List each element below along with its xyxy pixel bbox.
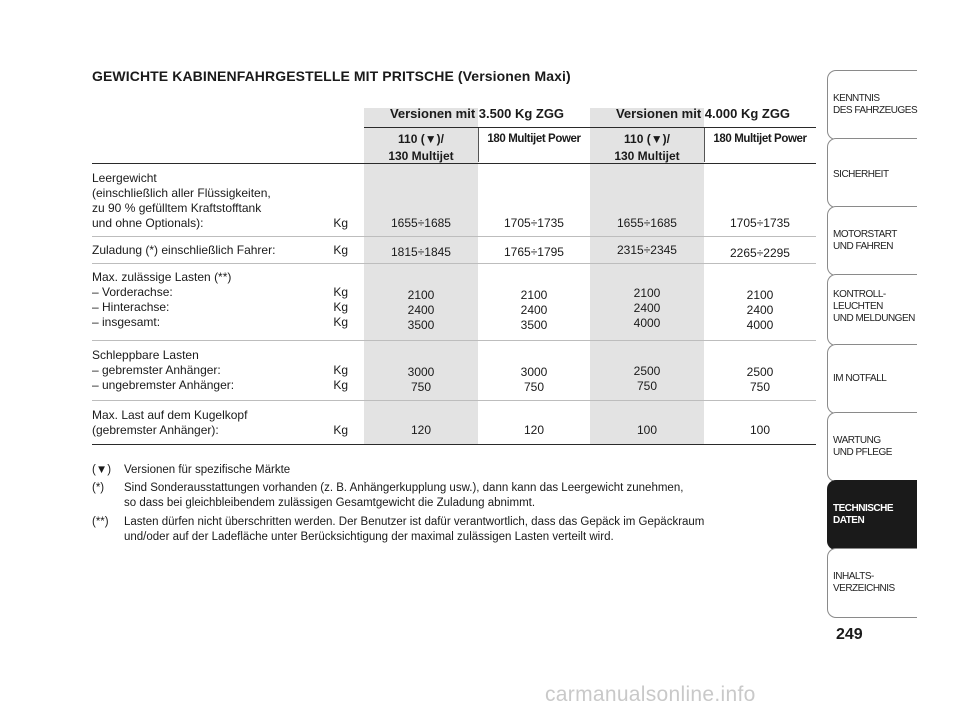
cell-value: 2100 2400 4000 <box>633 286 661 330</box>
page-title: GEWICHTE KABINENFAHRGESTELLE MIT PRITSCHE (Versionen Maxi) <box>92 68 571 84</box>
sidebar-tab-kenntnis[interactable]: KENNTNIS DES FAHRZEUGES <box>827 70 917 140</box>
column-header: 110 (▼)/ 130 Multijet <box>614 132 680 163</box>
column-divider <box>478 128 479 162</box>
cell-value: 2100 2400 4000 <box>746 288 774 332</box>
row-divider <box>92 340 816 341</box>
table-bottom-rule <box>92 444 816 445</box>
cell-value: 1815÷1845 <box>391 245 451 259</box>
cell-value: 2100 2400 3500 <box>520 288 548 332</box>
footnote-mark: (▼) <box>92 464 112 476</box>
header-rule <box>92 163 816 164</box>
cell-value: 1655÷1685 <box>617 216 677 230</box>
cell-value: 120 <box>410 423 432 437</box>
sidebar-tab-inhaltsverzeichnis[interactable]: INHALTS- VERZEICHNIS <box>827 548 917 618</box>
column-header: 110 (▼)/ 130 Multijet <box>388 132 454 163</box>
cell-value: 1655÷1685 <box>391 216 451 230</box>
row-unit: Kg <box>333 216 348 230</box>
footnote-mark: (**) <box>92 516 109 528</box>
row-divider <box>92 236 816 237</box>
sidebar-tab-wartung[interactable]: WARTUNG UND PFLEGE <box>827 412 917 482</box>
footnote-text: Sind Sonderausstattungen vorhanden (z. B. Anhängerkupplung usw.), dann kann das Leergewicht zunehmen, so dass bei gleichbleibendem zulässigen Gesamtgewicht die Zuladung abnimmt. <box>124 482 684 509</box>
footnote-text: Lasten dürfen nicht überschritten werden. Der Benutzer ist dafür verantwortlich, dass das Gepäck im Gepäckraum und/oder auf der Ladefläche unter Berücksichtigung der maximal zulässigen Lasten verteilt wird. <box>124 516 705 543</box>
row-label: Leergewicht (einschließlich aller Flüssigkeiten, zu 90 % gefülltem Kraftstofftank und ohne Optionals): <box>92 171 271 230</box>
row-unit: Kg <box>333 423 348 437</box>
cell-value: 1705÷1735 <box>730 216 790 230</box>
cell-value: 120 <box>523 423 545 437</box>
row-label: Max. zulässige Lasten (**) – Vorderachse: – Hinterachse: – insgesamt: <box>92 270 232 329</box>
column-header: 180 Multijet Power <box>713 133 807 145</box>
cell-value: 3000 750 <box>520 365 548 394</box>
cell-value: 2500 750 <box>633 364 661 393</box>
cell-value: 2265÷2295 <box>730 246 790 260</box>
footnote-text: Versionen für spezifische Märkte <box>124 464 291 476</box>
sidebar-tab-kontrollleuchten[interactable]: KONTROLL- LEUCHTEN UND MELDUNGEN <box>827 274 917 346</box>
cell-value: 1765÷1795 <box>504 245 564 259</box>
sidebar-tab-sicherheit[interactable]: SICHERHEIT <box>827 138 917 208</box>
header-rule <box>364 127 816 128</box>
watermark: carmanualsonline.info <box>545 683 756 706</box>
sidebar-tab-technische-daten[interactable]: TECHNISCHE DATEN <box>827 480 917 550</box>
sidebar-tab-im-notfall[interactable]: IM NOTFALL <box>827 344 917 414</box>
row-divider <box>92 263 816 264</box>
column-header: 180 Multijet Power <box>487 133 581 145</box>
row-divider <box>92 400 816 401</box>
row-unit: Kg <box>333 243 348 257</box>
page-number: 249 <box>836 626 863 643</box>
row-label: Schleppbare Lasten – gebremster Anhänger: – ungebremster Anhänger: <box>92 348 235 392</box>
cell-value: 100 <box>749 423 771 437</box>
cell-value: 3000 750 <box>407 365 435 394</box>
column-divider <box>704 128 705 162</box>
sidebar-tab-motorstart[interactable]: MOTORSTART UND FAHREN <box>827 206 917 276</box>
row-unit: Kg Kg Kg <box>333 285 348 329</box>
group-header: Versionen mit 3.500 Kg ZGG <box>389 106 565 121</box>
group-header: Versionen mit 4.000 Kg ZGG <box>615 106 791 121</box>
cell-value: 100 <box>636 423 658 437</box>
row-label: Zuladung (*) einschließlich Fahrer: <box>92 243 276 257</box>
cell-value: 1705÷1735 <box>504 216 564 230</box>
row-label: Max. Last auf dem Kugelkopf (gebremster Anhänger): <box>92 408 248 437</box>
row-unit: Kg Kg <box>333 363 348 392</box>
footnote-mark: (*) <box>92 482 105 494</box>
cell-value: 2100 2400 3500 <box>407 288 435 332</box>
cell-value: 2500 750 <box>746 365 774 394</box>
cell-value: 2315÷2345 <box>617 243 677 257</box>
